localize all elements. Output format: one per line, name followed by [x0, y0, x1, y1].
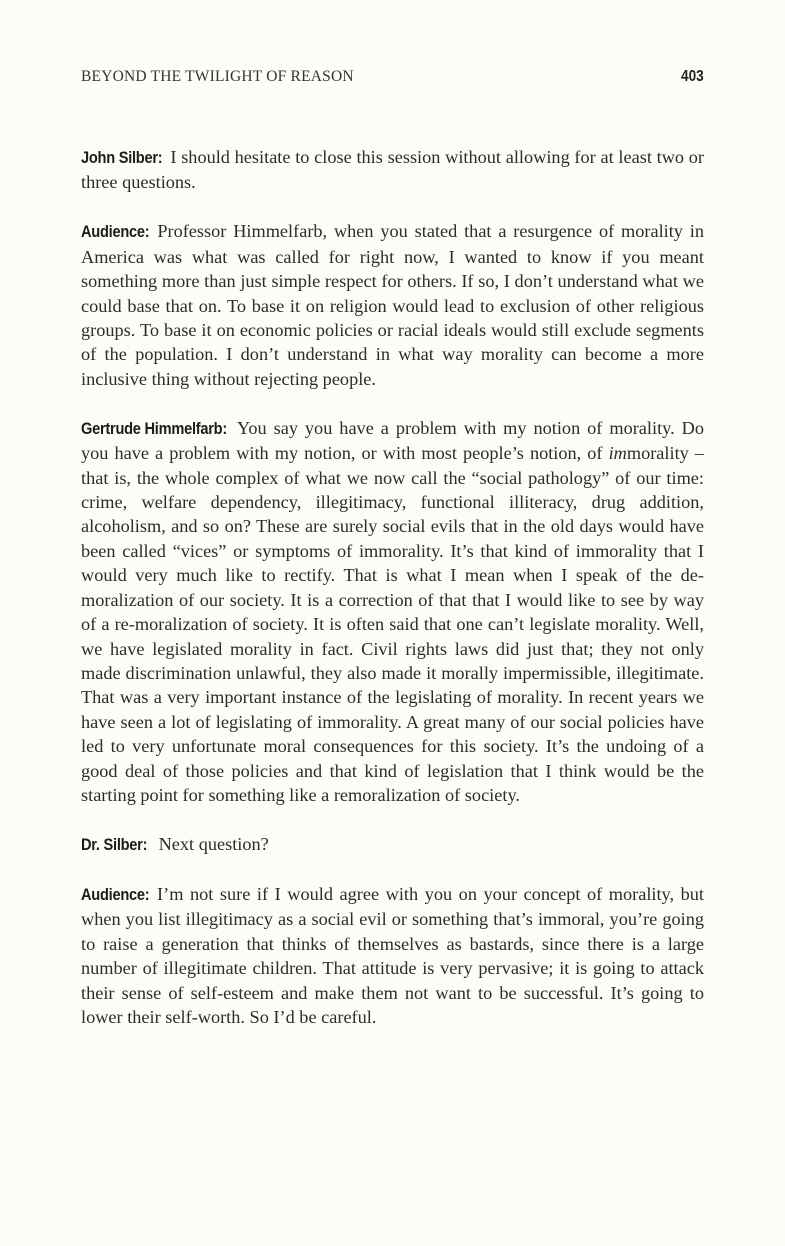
speaker-label: John Silber:: [81, 148, 163, 167]
running-head: [81, 68, 704, 92]
body-text: [81, 145, 704, 1054]
paragraph-audience-1: [81, 219, 704, 391]
page-number: 403: [681, 68, 704, 85]
speaker-label: Gertrude Himmelfarb:: [81, 418, 227, 438]
speaker-label: Dr. Silber:: [81, 834, 148, 854]
running-title: BEYOND THE TWILIGHT OF REASON: [81, 68, 354, 85]
paragraph-text: I’m not sure if I would agree with you on your concept of morality, but when you list illegitimacy as a social evil or something that’s immoral, you’re going to raise a generation that thinks of themselves as bastards, since there is a large number of illegitimate children. That attitude is very pervasive; it is going to attack their sense of self-esteem and make them not want to be successful. It’s going to lower their self-worth. So I’d be careful.: [81, 883, 704, 1027]
paragraph-text: Professor Himmelfarb, when you stated that a resurgence of morality in America was what was called for right now, I wanted to know if you meant something more than just simple respect for others. If so, I don’t understand what we could base that on. To base it on religion would lead to exclusion of other religious groups. To base it on economic policies or racial ideals would still exclude segments of the population. I don’t understand in what way morality can become a more inclusive thing without rejecting people.: [81, 221, 704, 389]
paragraph-dr-silber: [81, 832, 704, 857]
paragraph-gertrude-himmelfarb: [81, 416, 704, 808]
paragraph-text: I should hesitate to close this session without allowing for at least two or three questions.: [81, 147, 704, 193]
paragraph-text-after: morality – that is, the whole complex of what we now call the “social pathology” of our time: crime, welfare dependency, illegitimacy, functional illiteracy, drug addition, alcoholism, and so on? These are surely social evils that in the old days would have been called “vices” or symptoms of immorality. It’s that kind of immorality that I would very much like to rectify. That is what I mean when I speak of the demoralization of our society. It is a correction of that that I would like to see by way of a re-moralization of society. It is often said that one can’t legislate morality. Well, we have legislated morality in fact. Civil rights laws did just that; they not only made discrimination unlawful, they also made it morally impermissible, illegitimate. That was a very important instance of the legislating of morality. In recent years we have seen a lot of legislating of immorality. A great many of our social policies have led to very unfortunate moral consequences for this society. It’s the undoing of a good deal of those policies and that kind of legislation that I think would be the starting point for something like a remoralization of society.: [81, 443, 704, 805]
speaker-label: Audience:: [81, 222, 150, 242]
paragraph-text: Next question?: [158, 833, 269, 854]
paragraph-john-silber: [81, 145, 704, 195]
paragraph-text-before: You say you have a problem with my notion of morality. Do you have a problem with my notion, or with most people’s notion, of: [81, 417, 704, 464]
speaker-label: Audience:: [81, 884, 150, 904]
paragraph-audience-2: [81, 882, 704, 1029]
emphasis-prefix: im: [608, 443, 627, 464]
